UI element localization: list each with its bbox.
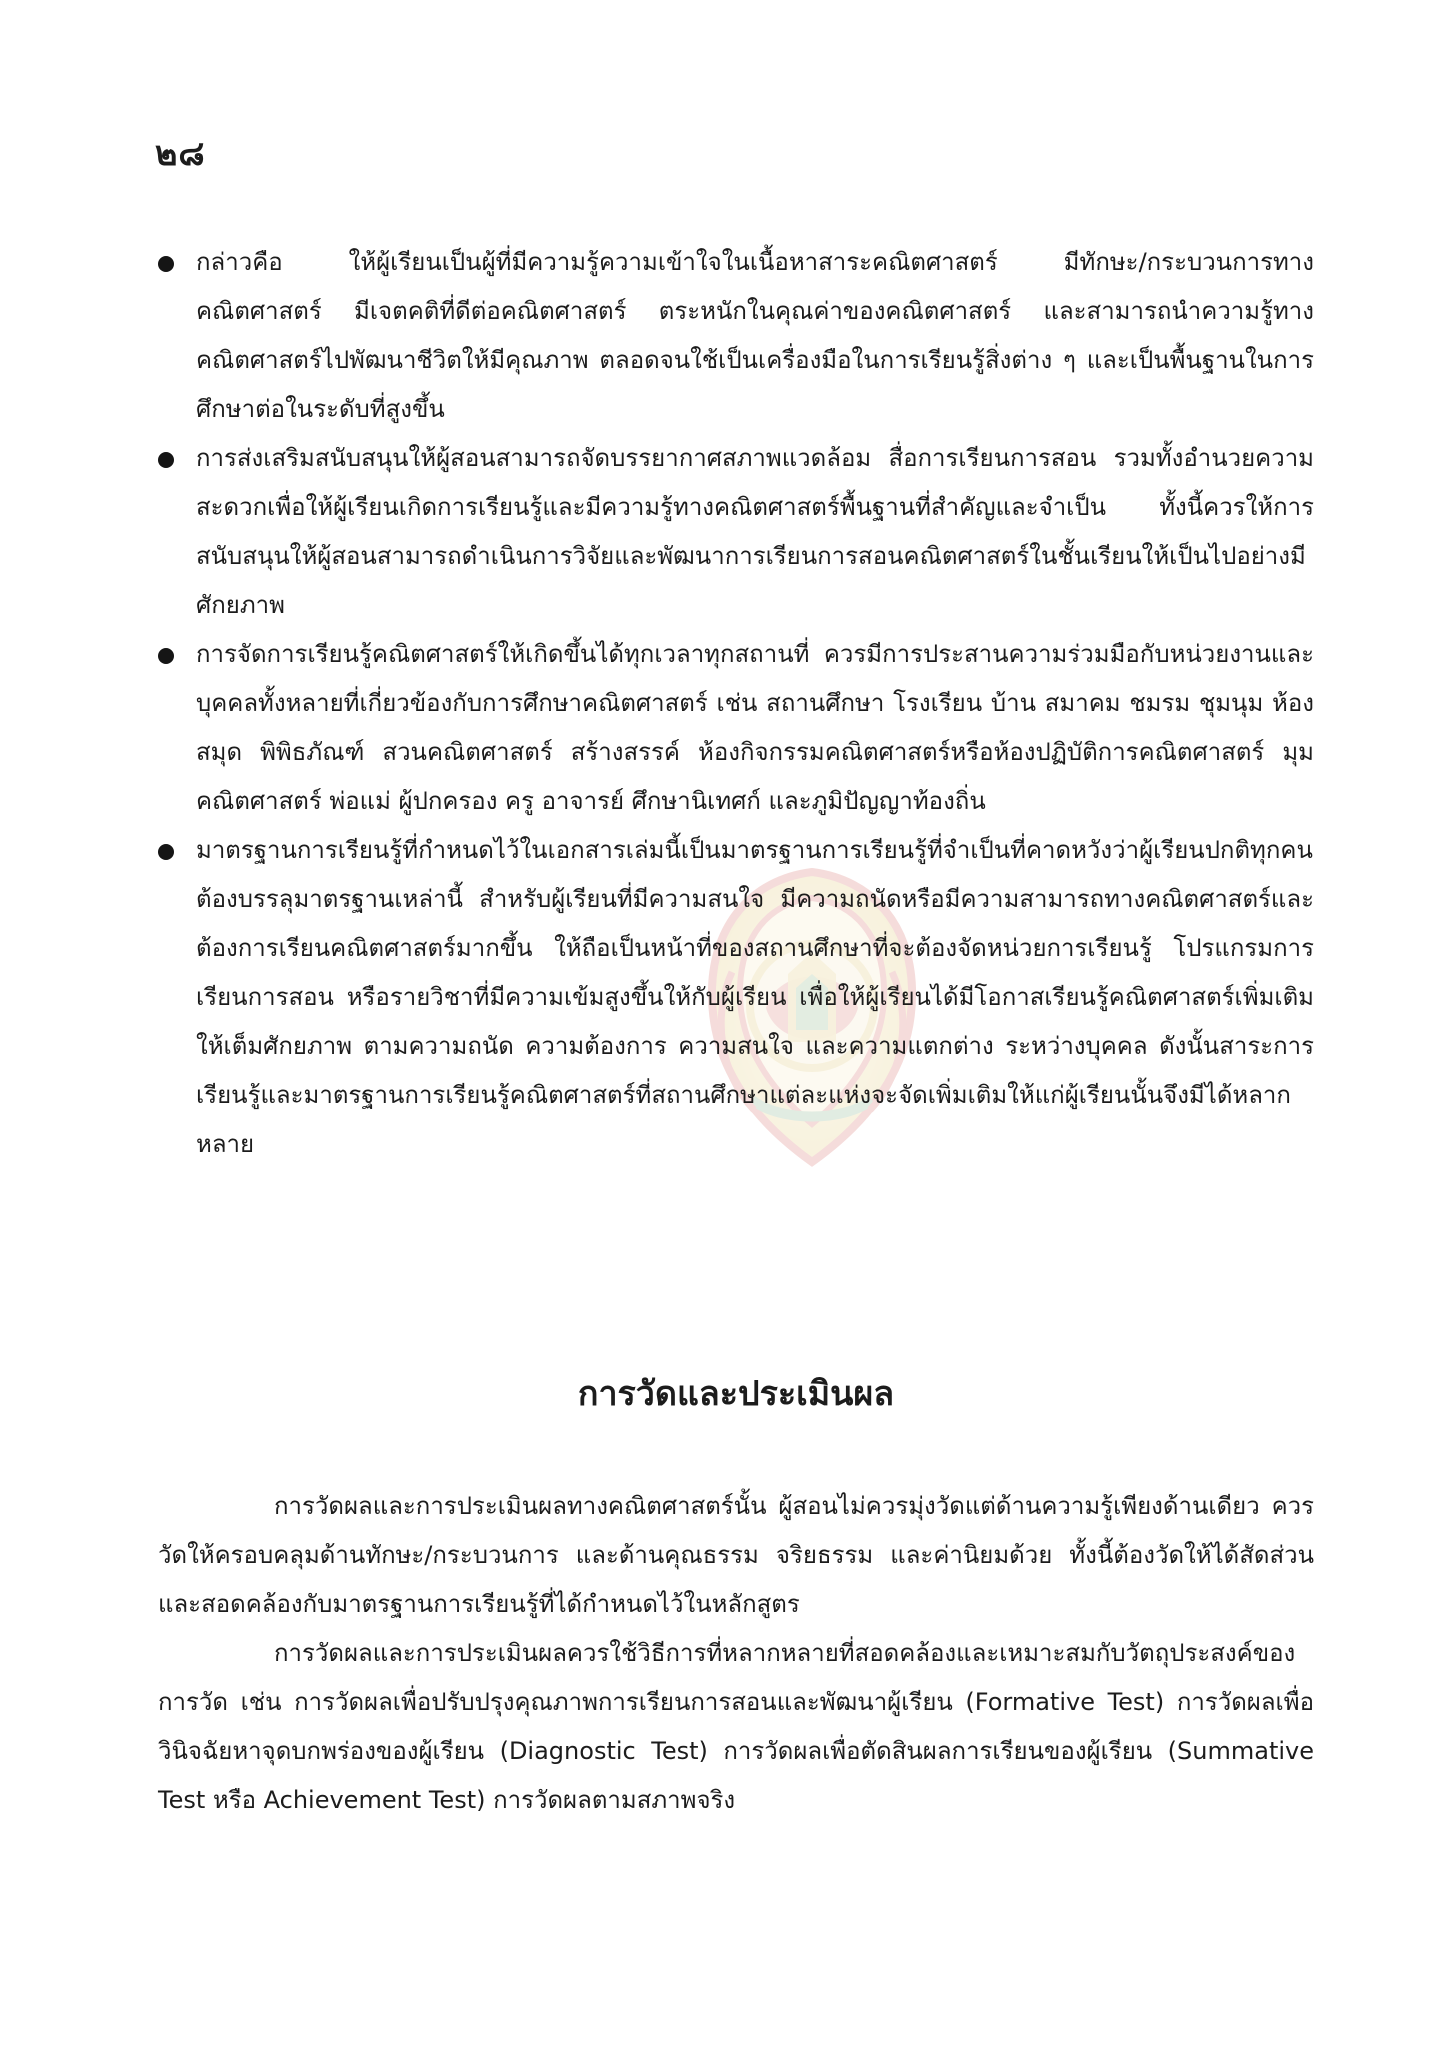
body-paragraphs [158, 1482, 1314, 1825]
bullet-text: มาตรฐานการเรียนรู้ที่กำหนดไว้ในเอกสารเล่มนี้เป็นมาตรฐานการเรียนรู้ที่จำเป็นที่คาดหวังว่าผู้เรียนปกติทุกคนต้องบรรลุมาตรฐานเหล่านี้ สำหรับผู้เรียนที่มีความสนใจ มีความถนัดหรือมีความสามารถทางคณิตศาสตร์และต้องการเรียนคณิตศาสตร์มากขึ้น ให้ถือเป็นหน้าที่ของสถานศึกษาที่จะต้องจัดหน่วยการเรียนรู้ โปรแกรมการเรียนการสอน หรือรายวิชาที่มีความเข้มสูงขึ้นให้กับผู้เรียน เพื่อให้ผู้เรียนได้มีโอกาสเรียนรู้คณิตศาสตร์เพิ่มเติมให้เต็มศักยภาพ ตามความถนัด ความต้องการ ความสนใจ และความแตกต่าง ระหว่างบุคคล ดังนั้นสาระการเรียนรู้และมาตรฐานการเรียนรู้คณิตศาสตร์ที่สถานศึกษาแต่ละแห่งจะจัดเพิ่มเติมให้แก่ผู้เรียนนั้นจึงมีได้หลากหลาย [196, 836, 1314, 1158]
bullet-list [158, 238, 1314, 1169]
bullet-item [158, 826, 1314, 1169]
bullet-item [158, 630, 1314, 826]
bullet-item [158, 238, 1314, 434]
bullet-text: กล่าวคือ ให้ผู้เรียนเป็นผู้ที่มีความรู้ความเข้าใจในเนื้อหาสาระคณิตศาสตร์ มีทักษะ/กระบวนการทางคณิตศาสตร์ มีเจตคติที่ดีต่อคณิตศาสตร์ ตระหนักในคุณค่าของคณิตศาสตร์ และสามารถนำความรู้ทางคณิตศาสตร์ไปพัฒนาชีวิตให้มีคุณภาพ ตลอดจนใช้เป็นเครื่องมือในการเรียนรู้สิ่งต่าง ๆ และเป็นพื้นฐานในการศึกษาต่อในระดับที่สูงขึ้น [196, 248, 1314, 423]
body-paragraph: การวัดผลและการประเมินผลทางคณิตศาสตร์นั้น ผู้สอนไม่ควรมุ่งวัดแต่ด้านความรู้เพียงด้านเดียว ควรวัดให้ครอบคลุมด้านทักษะ/กระบวนการ และด้านคุณธรรม จริยธรรม และค่านิยมด้วย ทั้งนี้ต้องวัดให้ได้สัดส่วนและสอดคล้องกับมาตรฐานการเรียนรู้ที่ได้กำหนดไว้ในหลักสูตร [158, 1492, 1314, 1618]
bullet-icon [158, 648, 174, 664]
bullet-text: การจัดการเรียนรู้คณิตศาสตร์ให้เกิดขึ้นได้ทุกเวลาทุกสถานที่ ควรมีการประสานความร่วมมือกับหน่วยงานและบุคคลทั้งหลายที่เกี่ยวข้องกับการศึกษาคณิตศาสตร์ เช่น สถานศึกษา โรงเรียน บ้าน สมาคม ชมรม ชุมนุม ห้องสมุด พิพิธภัณฑ์ สวนคณิตศาสตร์ สร้างสรรค์ ห้องกิจกรรมคณิตศาสตร์หรือห้องปฏิบัติการคณิตศาสตร์ มุมคณิตศาสตร์ พ่อแม่ ผู้ปกครอง ครู อาจารย์ ศึกษานิเทศก์ และภูมิปัญญาท้องถิ่น [196, 640, 1314, 815]
bullet-icon [158, 256, 174, 272]
bullet-icon [158, 452, 174, 468]
bullet-item [158, 434, 1314, 630]
bullet-icon [158, 844, 174, 860]
section-heading: การวัดและประเมินผล [577, 1374, 895, 1414]
body-paragraph: การวัดผลและการประเมินผลควรใช้วิธีการที่หลากหลายที่สอดคล้องและเหมาะสมกับวัตถุประสงค์ของการวัด เช่น การวัดผลเพื่อปรับปรุงคุณภาพการเรียนการสอนและพัฒนาผู้เรียน (Formative Test) การวัดผลเพื่อวินิจฉัยหาจุดบกพร่องของผู้เรียน (Diagnostic Test) การวัดผลเพื่อตัดสินผลการเรียนของผู้เรียน (Summative Test หรือ Achievement Test) การวัดผลตามสภาพจริง [158, 1639, 1314, 1814]
bullet-text: การส่งเสริมสนับสนุนให้ผู้สอนสามารถจัดบรรยากาศสภาพแวดล้อม สื่อการเรียนการสอน รวมทั้งอำนวยความสะดวกเพื่อให้ผู้เรียนเกิดการเรียนรู้และมีความรู้ทางคณิตศาสตร์พื้นฐานที่สำคัญและจำเป็น ทั้งนี้ควรให้การสนับสนุนให้ผู้สอนสามารถดำเนินการวิจัยและพัฒนาการเรียนการสอนคณิตศาสตร์ในชั้นเรียนให้เป็นไปอย่างมีศักยภาพ [196, 444, 1314, 619]
page-number: ๒๘ [155, 134, 206, 174]
